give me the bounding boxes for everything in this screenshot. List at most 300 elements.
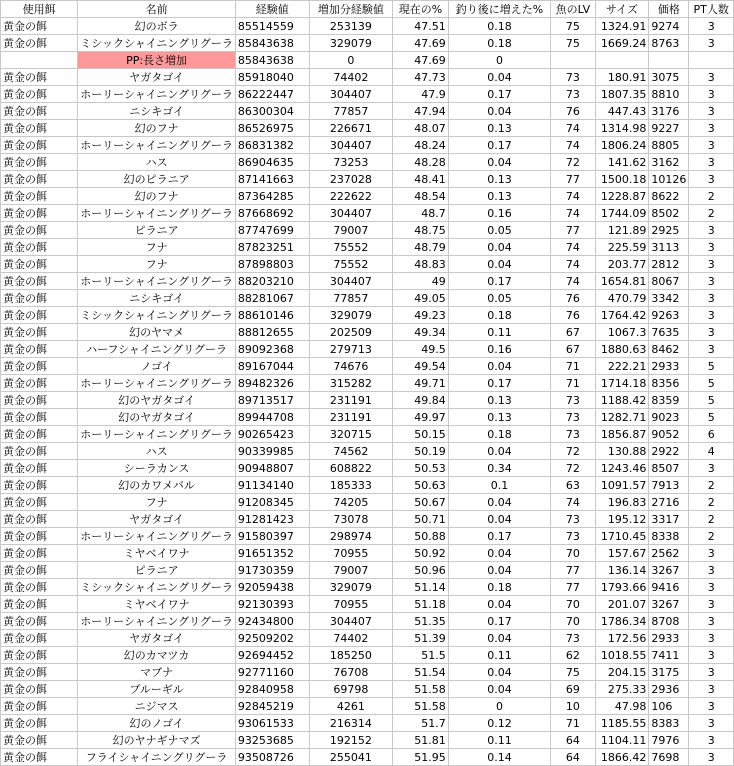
table-cell[interactable] <box>595 52 649 69</box>
column-header[interactable]: 増加分経験値 <box>309 1 393 18</box>
table-cell[interactable]: 0.04 <box>448 443 551 460</box>
table-cell[interactable]: 8067 <box>649 273 689 290</box>
table-cell[interactable]: 1314.98 <box>595 120 649 137</box>
table-cell[interactable]: 1067.3 <box>595 324 649 341</box>
table-cell[interactable]: ホーリーシャイニングリグーラ <box>78 137 236 154</box>
table-cell[interactable]: 8356 <box>649 375 689 392</box>
table-cell[interactable]: 0.11 <box>448 647 551 664</box>
table-cell[interactable]: 0.04 <box>448 511 551 528</box>
table-cell[interactable]: 74402 <box>309 630 393 647</box>
column-header[interactable]: 価格 <box>649 1 689 18</box>
table-cell[interactable]: 黄金の餌 <box>1 18 78 35</box>
table-cell[interactable]: 0.14 <box>448 749 551 766</box>
column-header[interactable]: 経験値 <box>235 1 309 18</box>
table-cell[interactable]: 90339985 <box>235 443 309 460</box>
table-cell[interactable]: 136.14 <box>595 562 649 579</box>
table-cell[interactable]: 0.12 <box>448 715 551 732</box>
table-cell[interactable]: 298974 <box>309 528 393 545</box>
table-cell[interactable]: 黄金の餌 <box>1 613 78 630</box>
table-cell[interactable]: 91134140 <box>235 477 309 494</box>
table-cell[interactable]: 88203210 <box>235 273 309 290</box>
table-cell[interactable]: 1243.46 <box>595 460 649 477</box>
table-cell[interactable]: 49.05 <box>393 290 449 307</box>
table-cell[interactable]: ハーフシャイニングリグーラ <box>78 341 236 358</box>
table-cell[interactable]: 0.04 <box>448 103 551 120</box>
table-cell[interactable]: 3 <box>689 613 734 630</box>
table-cell[interactable]: 黄金の餌 <box>1 528 78 545</box>
table-cell[interactable]: ホーリーシャイニングリグーラ <box>78 273 236 290</box>
table-cell[interactable]: 91730359 <box>235 562 309 579</box>
table-cell[interactable]: 225.59 <box>595 239 649 256</box>
table-cell[interactable]: 75 <box>551 18 595 35</box>
table-cell[interactable]: 3 <box>689 460 734 477</box>
table-cell[interactable]: 86222447 <box>235 86 309 103</box>
table-cell[interactable]: 231191 <box>309 392 393 409</box>
table-cell[interactable]: 50.19 <box>393 443 449 460</box>
table-cell[interactable]: 92845219 <box>235 698 309 715</box>
table-cell[interactable]: 49.23 <box>393 307 449 324</box>
table-cell[interactable]: 92771160 <box>235 664 309 681</box>
table-cell[interactable]: 黄金の餌 <box>1 137 78 154</box>
table-cell[interactable]: 0 <box>309 52 393 69</box>
table-cell[interactable]: 51.7 <box>393 715 449 732</box>
table-cell[interactable]: 185250 <box>309 647 393 664</box>
table-cell[interactable]: 329079 <box>309 579 393 596</box>
table-cell[interactable]: 3342 <box>649 290 689 307</box>
table-cell[interactable]: 2 <box>689 528 734 545</box>
table-cell[interactable]: ニジマス <box>78 698 236 715</box>
table-cell[interactable]: 304407 <box>309 137 393 154</box>
table-cell[interactable]: 0.17 <box>448 86 551 103</box>
table-cell[interactable]: 2933 <box>649 630 689 647</box>
table-cell[interactable]: 5 <box>689 409 734 426</box>
table-cell[interactable]: 77857 <box>309 103 393 120</box>
table-cell[interactable]: 黄金の餌 <box>1 239 78 256</box>
table-cell[interactable]: 0.04 <box>448 494 551 511</box>
table-cell[interactable]: 87141663 <box>235 171 309 188</box>
table-cell[interactable]: 47.51 <box>393 18 449 35</box>
table-cell[interactable]: 329079 <box>309 307 393 324</box>
table-cell[interactable]: 92059438 <box>235 579 309 596</box>
table-cell[interactable]: 76 <box>551 307 595 324</box>
table-cell[interactable]: 47.69 <box>393 35 449 52</box>
table-cell[interactable]: 0.17 <box>448 137 551 154</box>
table-cell[interactable]: 2562 <box>649 545 689 562</box>
table-cell[interactable]: 3 <box>689 749 734 766</box>
table-cell[interactable]: 87898803 <box>235 256 309 273</box>
table-cell[interactable]: 0.18 <box>448 307 551 324</box>
table-cell[interactable]: 黄金の餌 <box>1 698 78 715</box>
table-cell[interactable]: 黄金の餌 <box>1 715 78 732</box>
table-cell[interactable]: 3 <box>689 341 734 358</box>
table-cell[interactable]: 93508726 <box>235 749 309 766</box>
table-cell[interactable]: 3 <box>689 647 734 664</box>
table-cell[interactable]: 222.21 <box>595 358 649 375</box>
table-cell[interactable]: 0.04 <box>448 681 551 698</box>
table-cell[interactable]: 黄金の餌 <box>1 324 78 341</box>
table-cell[interactable]: 10126 <box>649 171 689 188</box>
table-cell[interactable]: 1324.91 <box>595 18 649 35</box>
table-cell[interactable]: 3 <box>689 35 734 52</box>
table-cell[interactable]: 3162 <box>649 154 689 171</box>
table-cell[interactable]: 3 <box>689 256 734 273</box>
table-cell[interactable]: 2936 <box>649 681 689 698</box>
table-cell[interactable]: 1282.71 <box>595 409 649 426</box>
table-cell[interactable]: 157.67 <box>595 545 649 562</box>
table-cell[interactable]: 0.18 <box>448 35 551 52</box>
column-header[interactable]: PT人数 <box>689 1 734 18</box>
table-cell[interactable]: 3 <box>689 307 734 324</box>
table-cell[interactable]: 1714.18 <box>595 375 649 392</box>
table-cell[interactable]: 48.24 <box>393 137 449 154</box>
table-cell[interactable]: 6 <box>689 426 734 443</box>
table-cell[interactable]: 89092368 <box>235 341 309 358</box>
table-cell[interactable]: 86831382 <box>235 137 309 154</box>
column-header[interactable]: 名前 <box>78 1 236 18</box>
table-cell[interactable]: 304407 <box>309 86 393 103</box>
table-cell[interactable]: 2716 <box>649 494 689 511</box>
table-cell[interactable]: 0.34 <box>448 460 551 477</box>
table-cell[interactable]: ブルーギル <box>78 681 236 698</box>
table-cell[interactable]: 49.54 <box>393 358 449 375</box>
table-cell[interactable]: 70955 <box>309 596 393 613</box>
table-cell[interactable]: 黄金の餌 <box>1 205 78 222</box>
table-cell[interactable]: 47.73 <box>393 69 449 86</box>
table-cell[interactable]: 2 <box>689 511 734 528</box>
table-cell[interactable]: 8359 <box>649 392 689 409</box>
table-cell[interactable]: 204.15 <box>595 664 649 681</box>
table-cell[interactable]: 73 <box>551 426 595 443</box>
table-cell[interactable]: ハス <box>78 443 236 460</box>
table-cell[interactable]: 1104.11 <box>595 732 649 749</box>
table-cell[interactable]: 2933 <box>649 358 689 375</box>
column-header[interactable]: 使用餌 <box>1 1 78 18</box>
table-cell[interactable]: 0.17 <box>448 528 551 545</box>
table-cell[interactable]: 79007 <box>309 222 393 239</box>
table-cell[interactable]: 黄金の餌 <box>1 120 78 137</box>
table-cell[interactable]: フナ <box>78 256 236 273</box>
table-cell[interactable]: 85514559 <box>235 18 309 35</box>
table-cell[interactable]: 幻のノゴイ <box>78 715 236 732</box>
table-cell[interactable]: 1188.42 <box>595 392 649 409</box>
table-cell[interactable]: 216314 <box>309 715 393 732</box>
table-cell[interactable]: 51.95 <box>393 749 449 766</box>
table-cell[interactable]: 8502 <box>649 205 689 222</box>
table-cell[interactable]: 0.04 <box>448 154 551 171</box>
table-cell[interactable]: 0.04 <box>448 358 551 375</box>
table-cell[interactable]: 2 <box>689 205 734 222</box>
table-cell[interactable]: 89713517 <box>235 392 309 409</box>
table-cell[interactable]: 0.18 <box>448 426 551 443</box>
table-cell[interactable]: 3267 <box>649 596 689 613</box>
table-cell[interactable]: 92509202 <box>235 630 309 647</box>
table-cell[interactable]: 77 <box>551 579 595 596</box>
table-cell[interactable]: 2925 <box>649 222 689 239</box>
table-cell[interactable]: 91208345 <box>235 494 309 511</box>
table-cell[interactable]: 黄金の餌 <box>1 188 78 205</box>
table-cell[interactable]: 3 <box>689 154 734 171</box>
table-cell[interactable]: 黄金の餌 <box>1 545 78 562</box>
table-cell[interactable]: 3267 <box>649 562 689 579</box>
table-cell[interactable]: 3 <box>689 290 734 307</box>
table-cell[interactable]: 0.04 <box>448 256 551 273</box>
table-cell[interactable]: 88281067 <box>235 290 309 307</box>
table-cell[interactable]: 93061533 <box>235 715 309 732</box>
table-cell[interactable]: 3 <box>689 698 734 715</box>
table-cell[interactable]: 70 <box>551 596 595 613</box>
table-cell[interactable]: 77 <box>551 222 595 239</box>
table-cell[interactable]: ニシキゴイ <box>78 103 236 120</box>
table-cell[interactable]: 51.54 <box>393 664 449 681</box>
table-cell[interactable]: 黄金の餌 <box>1 494 78 511</box>
table-cell[interactable]: 77 <box>551 562 595 579</box>
table-cell[interactable]: 幻のフナ <box>78 188 236 205</box>
table-cell[interactable]: 76 <box>551 103 595 120</box>
table-cell[interactable]: 89167044 <box>235 358 309 375</box>
table-cell[interactable]: フナ <box>78 494 236 511</box>
table-cell[interactable]: 1669.24 <box>595 35 649 52</box>
table-cell[interactable]: 0.04 <box>448 239 551 256</box>
table-cell[interactable]: 86526975 <box>235 120 309 137</box>
table-cell[interactable]: 202509 <box>309 324 393 341</box>
table-cell[interactable]: 87668692 <box>235 205 309 222</box>
table-cell[interactable]: 77 <box>551 171 595 188</box>
table-cell[interactable]: 3075 <box>649 69 689 86</box>
table-cell[interactable]: 3 <box>689 239 734 256</box>
table-cell[interactable]: 69798 <box>309 681 393 698</box>
table-cell[interactable]: 226671 <box>309 120 393 137</box>
table-cell[interactable]: 74676 <box>309 358 393 375</box>
table-cell[interactable]: 黄金の餌 <box>1 511 78 528</box>
table-cell[interactable]: 172.56 <box>595 630 649 647</box>
table-cell[interactable]: 黄金の餌 <box>1 630 78 647</box>
table-cell[interactable]: 5 <box>689 375 734 392</box>
table-cell[interactable]: 黄金の餌 <box>1 69 78 86</box>
table-cell[interactable]: 49.71 <box>393 375 449 392</box>
table-cell[interactable]: 447.43 <box>595 103 649 120</box>
table-cell[interactable]: 304407 <box>309 273 393 290</box>
table-cell[interactable]: 黄金の餌 <box>1 562 78 579</box>
table-cell[interactable]: 黄金の餌 <box>1 307 78 324</box>
table-cell[interactable]: 74 <box>551 188 595 205</box>
table-cell[interactable]: 3 <box>689 69 734 86</box>
table-cell[interactable]: 70955 <box>309 545 393 562</box>
table-cell[interactable]: 3 <box>689 681 734 698</box>
table-cell[interactable]: 192152 <box>309 732 393 749</box>
table-cell[interactable]: 0.04 <box>448 596 551 613</box>
table-cell[interactable]: 47.69 <box>393 52 449 69</box>
table-cell[interactable]: 71 <box>551 358 595 375</box>
table-cell[interactable]: 50.96 <box>393 562 449 579</box>
table-cell[interactable]: 74205 <box>309 494 393 511</box>
table-cell[interactable]: 幻のヤナギナマズ <box>78 732 236 749</box>
table-cell[interactable]: 75 <box>551 35 595 52</box>
table-cell[interactable]: 1744.09 <box>595 205 649 222</box>
table-cell[interactable]: 3 <box>689 630 734 647</box>
table-cell[interactable]: 3 <box>689 18 734 35</box>
table-cell[interactable]: 黄金の餌 <box>1 290 78 307</box>
column-header[interactable]: 魚のLV <box>551 1 595 18</box>
table-cell[interactable]: 黄金の餌 <box>1 375 78 392</box>
table-cell[interactable]: 51.58 <box>393 681 449 698</box>
table-cell[interactable]: 1806.24 <box>595 137 649 154</box>
table-cell[interactable]: 黄金の餌 <box>1 477 78 494</box>
table-cell[interactable]: 3 <box>689 324 734 341</box>
table-cell[interactable]: 141.62 <box>595 154 649 171</box>
table-cell[interactable]: ヤガタゴイ <box>78 630 236 647</box>
table-cell[interactable]: 88812655 <box>235 324 309 341</box>
table-cell[interactable]: ミシックシャイニングリグーラ <box>78 579 236 596</box>
table-cell[interactable]: 69 <box>551 681 595 698</box>
table-cell[interactable]: 87823251 <box>235 239 309 256</box>
table-cell[interactable]: 黄金の餌 <box>1 681 78 698</box>
table-cell[interactable]: 3175 <box>649 664 689 681</box>
table-cell[interactable]: 8507 <box>649 460 689 477</box>
table-cell[interactable]: 48.79 <box>393 239 449 256</box>
table-cell[interactable]: 74562 <box>309 443 393 460</box>
table-cell[interactable]: 275.33 <box>595 681 649 698</box>
table-cell[interactable]: 74 <box>551 137 595 154</box>
table-cell[interactable]: 黄金の餌 <box>1 749 78 766</box>
table-cell[interactable]: 3176 <box>649 103 689 120</box>
table-cell[interactable]: 9227 <box>649 120 689 137</box>
table-cell[interactable]: 48.7 <box>393 205 449 222</box>
table-cell[interactable]: 74 <box>551 239 595 256</box>
table-cell[interactable]: 74 <box>551 494 595 511</box>
table-cell[interactable]: 51.81 <box>393 732 449 749</box>
table-cell[interactable]: 3 <box>689 137 734 154</box>
table-cell[interactable]: マブナ <box>78 664 236 681</box>
table-cell[interactable]: 62 <box>551 647 595 664</box>
table-cell[interactable]: 185333 <box>309 477 393 494</box>
table-cell[interactable]: 89944708 <box>235 409 309 426</box>
table-cell[interactable]: ミヤベイワナ <box>78 596 236 613</box>
table-cell[interactable]: 7976 <box>649 732 689 749</box>
table-cell[interactable]: 1500.18 <box>595 171 649 188</box>
table-cell[interactable]: 86300304 <box>235 103 309 120</box>
table-cell[interactable]: 黄金の餌 <box>1 426 78 443</box>
table-cell[interactable]: 7913 <box>649 477 689 494</box>
table-cell[interactable]: 72 <box>551 154 595 171</box>
table-cell[interactable]: 10 <box>551 698 595 715</box>
table-cell[interactable]: 8708 <box>649 613 689 630</box>
table-cell[interactable]: 470.79 <box>595 290 649 307</box>
table-cell[interactable]: 9023 <box>649 409 689 426</box>
column-header[interactable]: 現在の% <box>393 1 449 18</box>
table-cell[interactable]: 4 <box>689 443 734 460</box>
table-cell[interactable]: 0 <box>448 698 551 715</box>
table-cell[interactable]: 67 <box>551 324 595 341</box>
table-cell[interactable]: 74 <box>551 205 595 222</box>
table-cell[interactable]: 黄金の餌 <box>1 222 78 239</box>
table-cell[interactable]: 7698 <box>649 749 689 766</box>
table-cell[interactable]: 48.75 <box>393 222 449 239</box>
table-cell[interactable]: 幻のフナ <box>78 120 236 137</box>
table-cell[interactable]: 3 <box>689 545 734 562</box>
table-cell[interactable]: 3 <box>689 664 734 681</box>
table-cell[interactable]: 3 <box>689 86 734 103</box>
table-cell[interactable]: 106 <box>649 698 689 715</box>
table-cell[interactable] <box>689 52 734 69</box>
table-cell[interactable]: ノゴイ <box>78 358 236 375</box>
table-cell[interactable]: 9263 <box>649 307 689 324</box>
table-cell[interactable]: 64 <box>551 732 595 749</box>
table-cell[interactable]: 0.17 <box>448 613 551 630</box>
table-cell[interactable]: 48.83 <box>393 256 449 273</box>
table-cell[interactable]: 63 <box>551 477 595 494</box>
table-cell[interactable]: 91281423 <box>235 511 309 528</box>
table-cell[interactable]: 幻のヤガタゴイ <box>78 409 236 426</box>
table-cell[interactable]: 黄金の餌 <box>1 460 78 477</box>
table-cell[interactable]: 203.77 <box>595 256 649 273</box>
table-cell[interactable]: 0.04 <box>448 545 551 562</box>
table-cell[interactable]: PP:長さ増加 <box>78 52 236 69</box>
table-cell[interactable]: シーラカンス <box>78 460 236 477</box>
table-cell[interactable]: 49.34 <box>393 324 449 341</box>
table-cell[interactable]: 1228.87 <box>595 188 649 205</box>
table-cell[interactable]: 2 <box>689 477 734 494</box>
table-cell[interactable]: 黄金の餌 <box>1 273 78 290</box>
table-cell[interactable]: 90265423 <box>235 426 309 443</box>
table-cell[interactable]: 黄金の餌 <box>1 664 78 681</box>
table-cell[interactable]: ハス <box>78 154 236 171</box>
table-cell[interactable]: 50.67 <box>393 494 449 511</box>
table-cell[interactable]: 黄金の餌 <box>1 596 78 613</box>
table-cell[interactable]: 黄金の餌 <box>1 443 78 460</box>
table-cell[interactable]: 0.17 <box>448 273 551 290</box>
table-cell[interactable]: 73 <box>551 86 595 103</box>
table-cell[interactable]: 3 <box>689 732 734 749</box>
table-cell[interactable]: 49.5 <box>393 341 449 358</box>
table-cell[interactable]: 1856.87 <box>595 426 649 443</box>
table-cell[interactable]: 48.07 <box>393 120 449 137</box>
table-cell[interactable]: ホーリーシャイニングリグーラ <box>78 375 236 392</box>
table-cell[interactable]: 74 <box>551 256 595 273</box>
table-cell[interactable]: 1786.34 <box>595 613 649 630</box>
table-cell[interactable]: 72 <box>551 443 595 460</box>
table-cell[interactable] <box>649 52 689 69</box>
table-cell[interactable]: 89482326 <box>235 375 309 392</box>
table-cell[interactable]: 329079 <box>309 35 393 52</box>
table-cell[interactable]: ミシックシャイニングリグーラ <box>78 35 236 52</box>
table-cell[interactable]: 48.41 <box>393 171 449 188</box>
table-cell[interactable]: 8622 <box>649 188 689 205</box>
table-cell[interactable]: 87747699 <box>235 222 309 239</box>
table-cell[interactable]: 幻のボラ <box>78 18 236 35</box>
table-cell[interactable]: 85843638 <box>235 52 309 69</box>
table-cell[interactable]: 48.28 <box>393 154 449 171</box>
table-cell[interactable]: 91580397 <box>235 528 309 545</box>
table-cell[interactable]: 3 <box>689 103 734 120</box>
table-cell[interactable]: 0.04 <box>448 664 551 681</box>
table-cell[interactable]: 1710.45 <box>595 528 649 545</box>
table-cell[interactable]: 92694452 <box>235 647 309 664</box>
table-cell[interactable]: 幻のヤマメ <box>78 324 236 341</box>
table-cell[interactable]: 73 <box>551 511 595 528</box>
table-cell[interactable]: 76708 <box>309 664 393 681</box>
table-cell[interactable]: 0.16 <box>448 205 551 222</box>
table-cell[interactable]: 3317 <box>649 511 689 528</box>
table-cell[interactable]: ホーリーシャイニングリグーラ <box>78 86 236 103</box>
table-cell[interactable]: 0.17 <box>448 375 551 392</box>
table-cell[interactable]: 0.05 <box>448 222 551 239</box>
table-cell[interactable]: 0.13 <box>448 392 551 409</box>
table-cell[interactable]: ヤガタゴイ <box>78 511 236 528</box>
table-cell[interactable]: 50.53 <box>393 460 449 477</box>
table-cell[interactable]: 51.58 <box>393 698 449 715</box>
table-cell[interactable] <box>551 52 595 69</box>
table-cell[interactable]: ホーリーシャイニングリグーラ <box>78 205 236 222</box>
